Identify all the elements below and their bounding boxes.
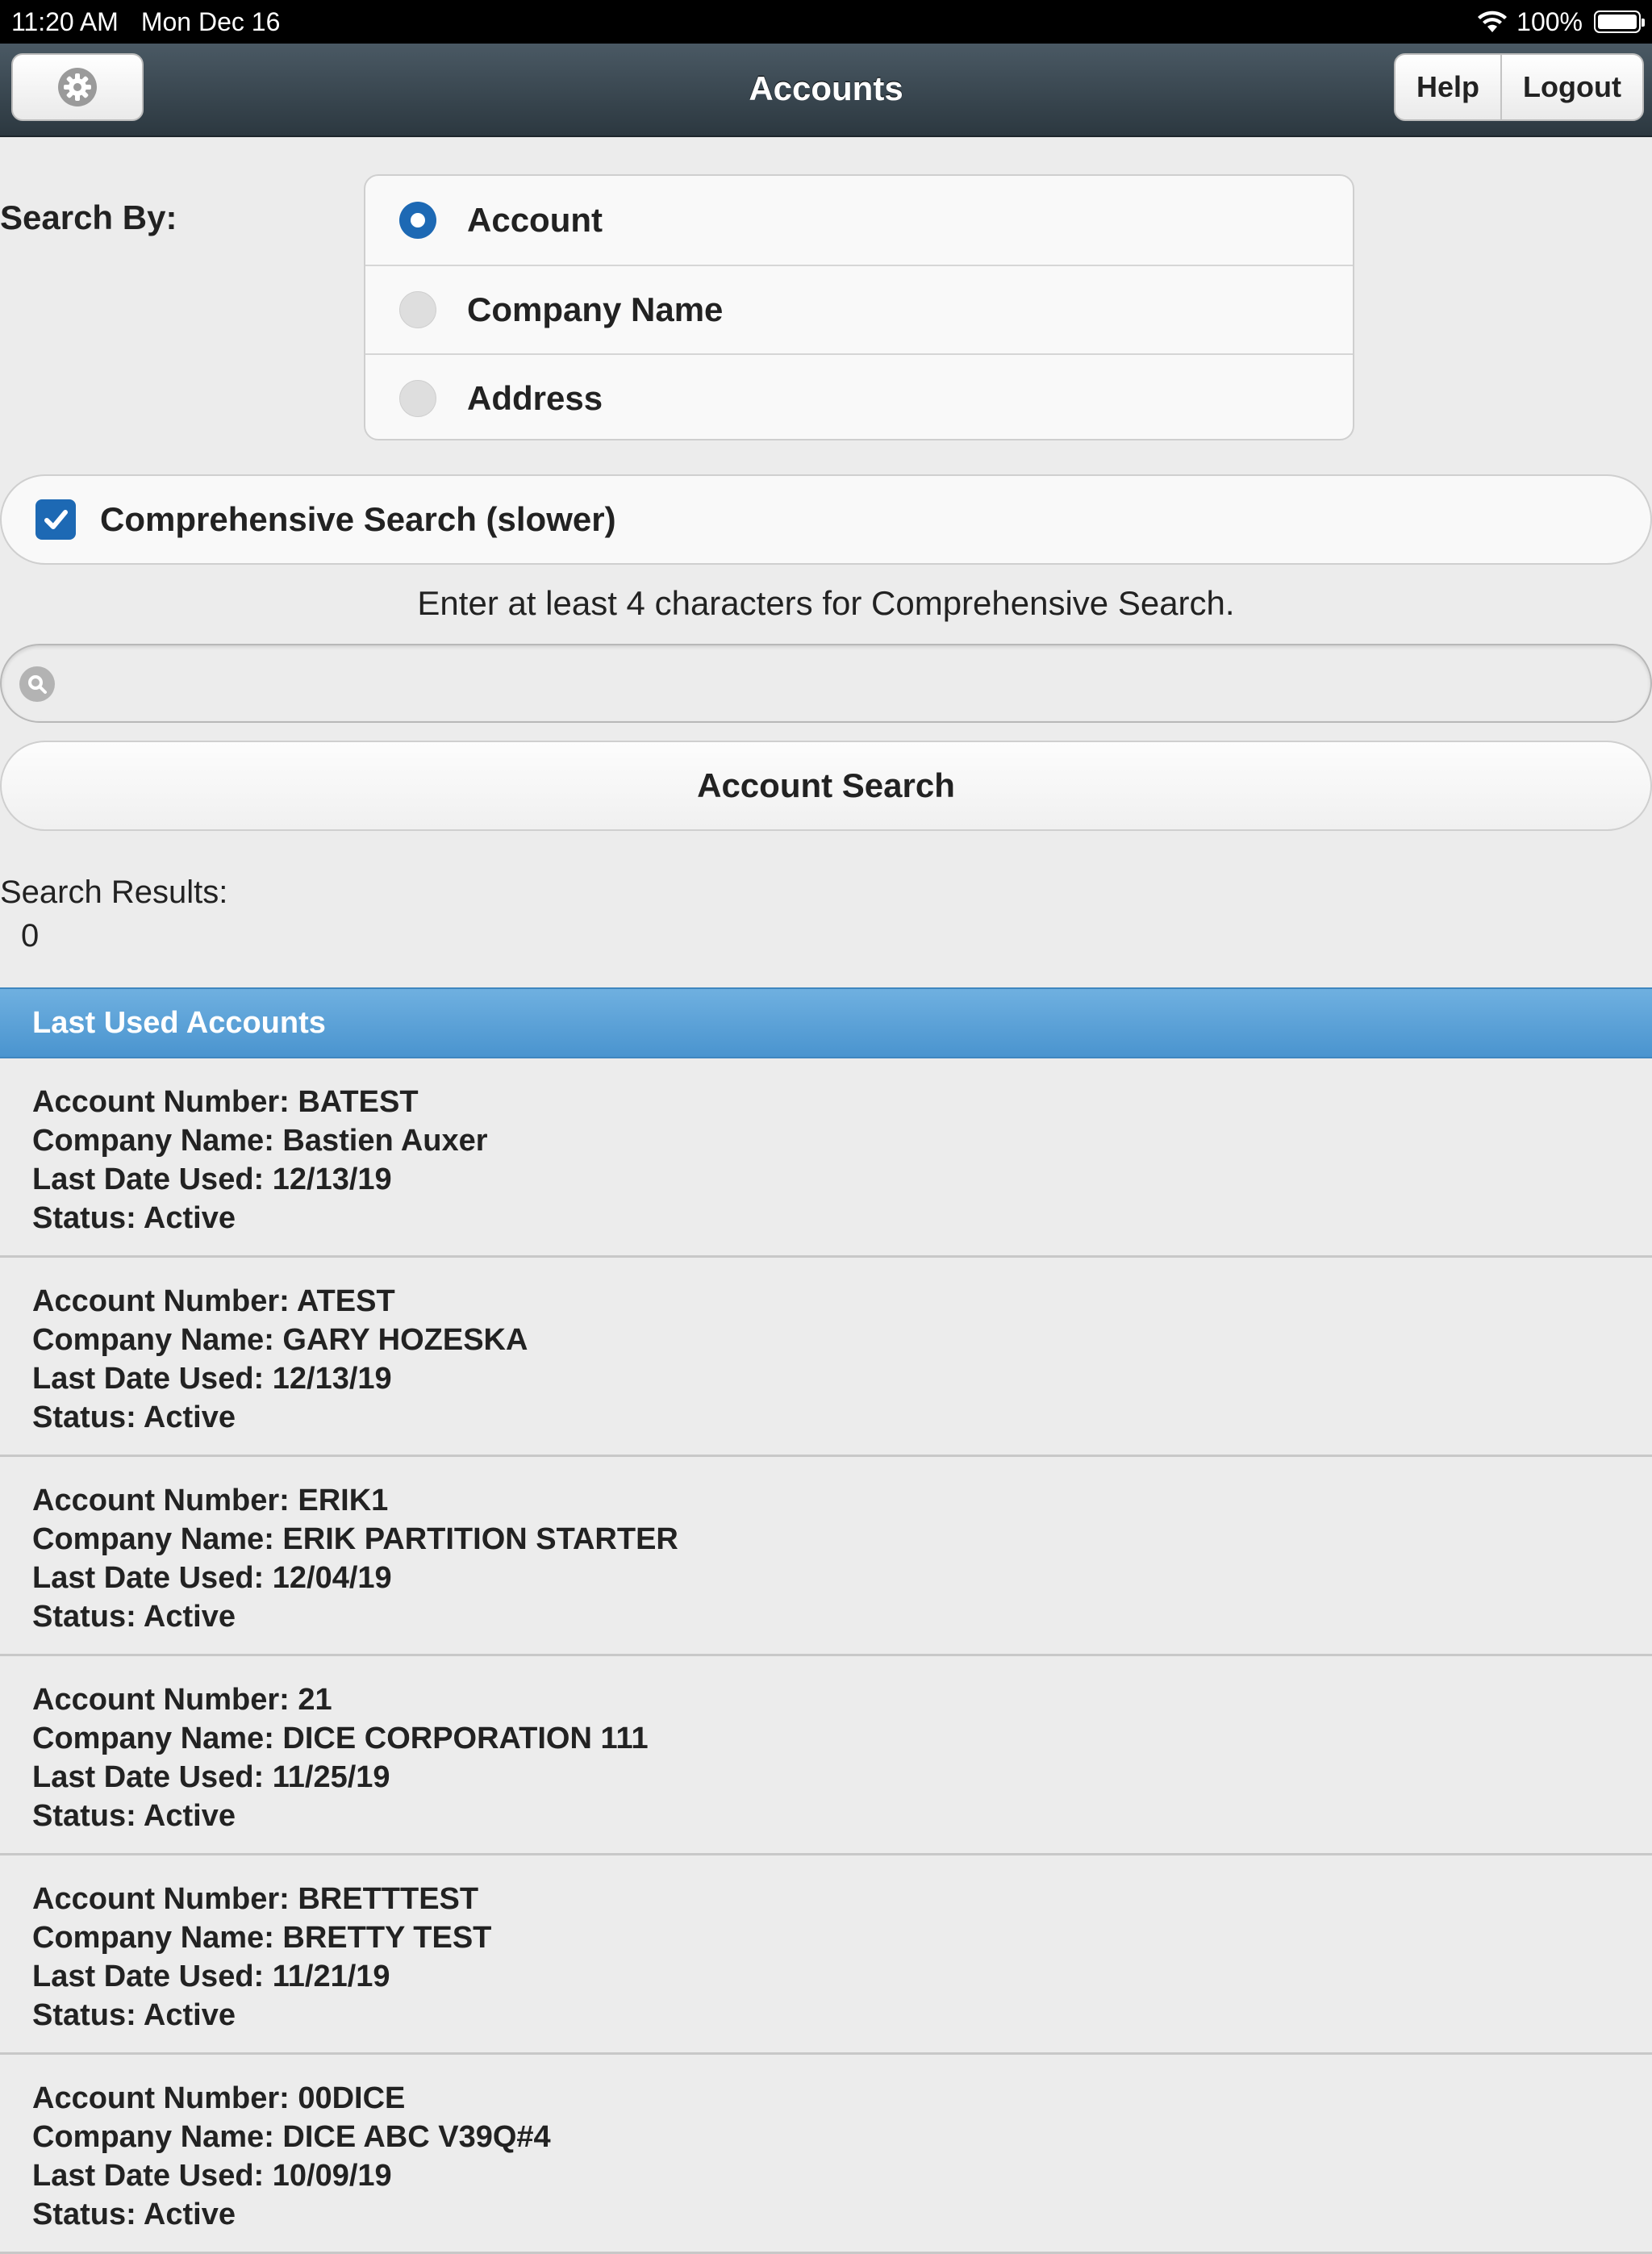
account-status: Status: Active	[32, 1600, 236, 1634]
account-status: Status: Active	[32, 2198, 236, 2231]
search-by-radio-group	[364, 174, 1354, 440]
company-name: Company Name: DICE CORPORATION 111	[32, 1722, 649, 1755]
status-date: Mon Dec 16	[140, 6, 281, 36]
last-date-used: Last Date Used: 12/04/19	[32, 1561, 392, 1595]
battery-percent: 100%	[1516, 6, 1583, 36]
battery-icon	[1594, 10, 1641, 33]
comprehensive-hint: Enter at least 4 characters for Comprehensive Search.	[417, 584, 1235, 622]
logout-button[interactable]: Logout	[1500, 55, 1642, 119]
last-date-used: Last Date Used: 11/25/19	[32, 1760, 390, 1794]
company-name: Company Name: DICE ABC V39Q#4	[32, 2120, 551, 2154]
app-header	[0, 44, 1652, 137]
radio-label-address: Address	[467, 379, 603, 417]
account-number: Account Number: ERIK1	[32, 1484, 389, 1517]
page-title: Accounts	[749, 69, 903, 107]
list-item[interactable]	[0, 1457, 1652, 1656]
checkbox-checked-icon	[35, 499, 76, 540]
account-status: Status: Active	[32, 1201, 236, 1235]
comprehensive-search-checkbox[interactable]	[0, 474, 1652, 565]
last-date-used: Last Date Used: 12/13/19	[32, 1362, 392, 1396]
search-results-count: 0	[21, 918, 40, 954]
gear-icon	[57, 67, 98, 107]
last-date-used: Last Date Used: 12/13/19	[32, 1162, 392, 1196]
list-item[interactable]	[0, 2055, 1652, 2254]
company-name: Company Name: GARY HOZESKA	[32, 1323, 528, 1357]
company-name: Company Name: ERIK PARTITION STARTER	[32, 1522, 678, 1556]
list-item[interactable]	[0, 1058, 1652, 1258]
radio-label-account: Account	[467, 201, 603, 239]
wifi-icon	[1476, 10, 1508, 34]
account-number: Account Number: 00DICE	[32, 2081, 406, 2115]
last-date-used: Last Date Used: 11/21/19	[32, 1960, 390, 1993]
search-input[interactable]	[71, 653, 1618, 715]
account-status: Status: Active	[32, 1998, 236, 2032]
search-icon	[19, 666, 55, 702]
account-status: Status: Active	[32, 1799, 236, 1833]
settings-button[interactable]	[11, 53, 144, 121]
comprehensive-search-label: Comprehensive Search (slower)	[100, 500, 616, 538]
account-search-button[interactable]: Account Search	[0, 741, 1652, 831]
list-item[interactable]	[0, 1656, 1652, 1855]
last-date-used: Last Date Used: 10/09/19	[32, 2159, 392, 2193]
search-field[interactable]	[0, 644, 1652, 723]
radio-unselected-icon	[399, 291, 436, 328]
company-name: Company Name: BRETTY TEST	[32, 1921, 492, 1955]
radio-label-company-name: Company Name	[467, 290, 724, 328]
search-by-label: Search By:	[0, 198, 177, 236]
last-used-accounts-list	[0, 1058, 1652, 2254]
radio-option-address[interactable]	[365, 353, 1353, 442]
list-item[interactable]	[0, 1855, 1652, 2055]
radio-unselected-icon	[399, 380, 436, 417]
status-time: 11:20 AM	[11, 6, 119, 36]
account-number: Account Number: BRETTTEST	[32, 1882, 479, 1916]
company-name: Company Name: Bastien Auxer	[32, 1124, 488, 1158]
radio-option-company-name[interactable]	[365, 265, 1353, 353]
header-actions	[1394, 53, 1644, 121]
account-status: Status: Active	[32, 1400, 236, 1434]
radio-selected-icon	[399, 202, 436, 239]
account-number: Account Number: 21	[32, 1683, 332, 1717]
status-right	[1476, 7, 1641, 37]
status-bar	[0, 0, 1652, 44]
radio-option-account[interactable]	[365, 176, 1353, 265]
last-used-accounts-header: Last Used Accounts	[0, 987, 1652, 1058]
list-item[interactable]	[0, 1258, 1652, 1457]
account-number: Account Number: BATEST	[32, 1085, 419, 1119]
search-results-label: Search Results:	[0, 874, 228, 910]
account-number: Account Number: ATEST	[32, 1284, 395, 1318]
help-button[interactable]: Help	[1416, 70, 1480, 103]
